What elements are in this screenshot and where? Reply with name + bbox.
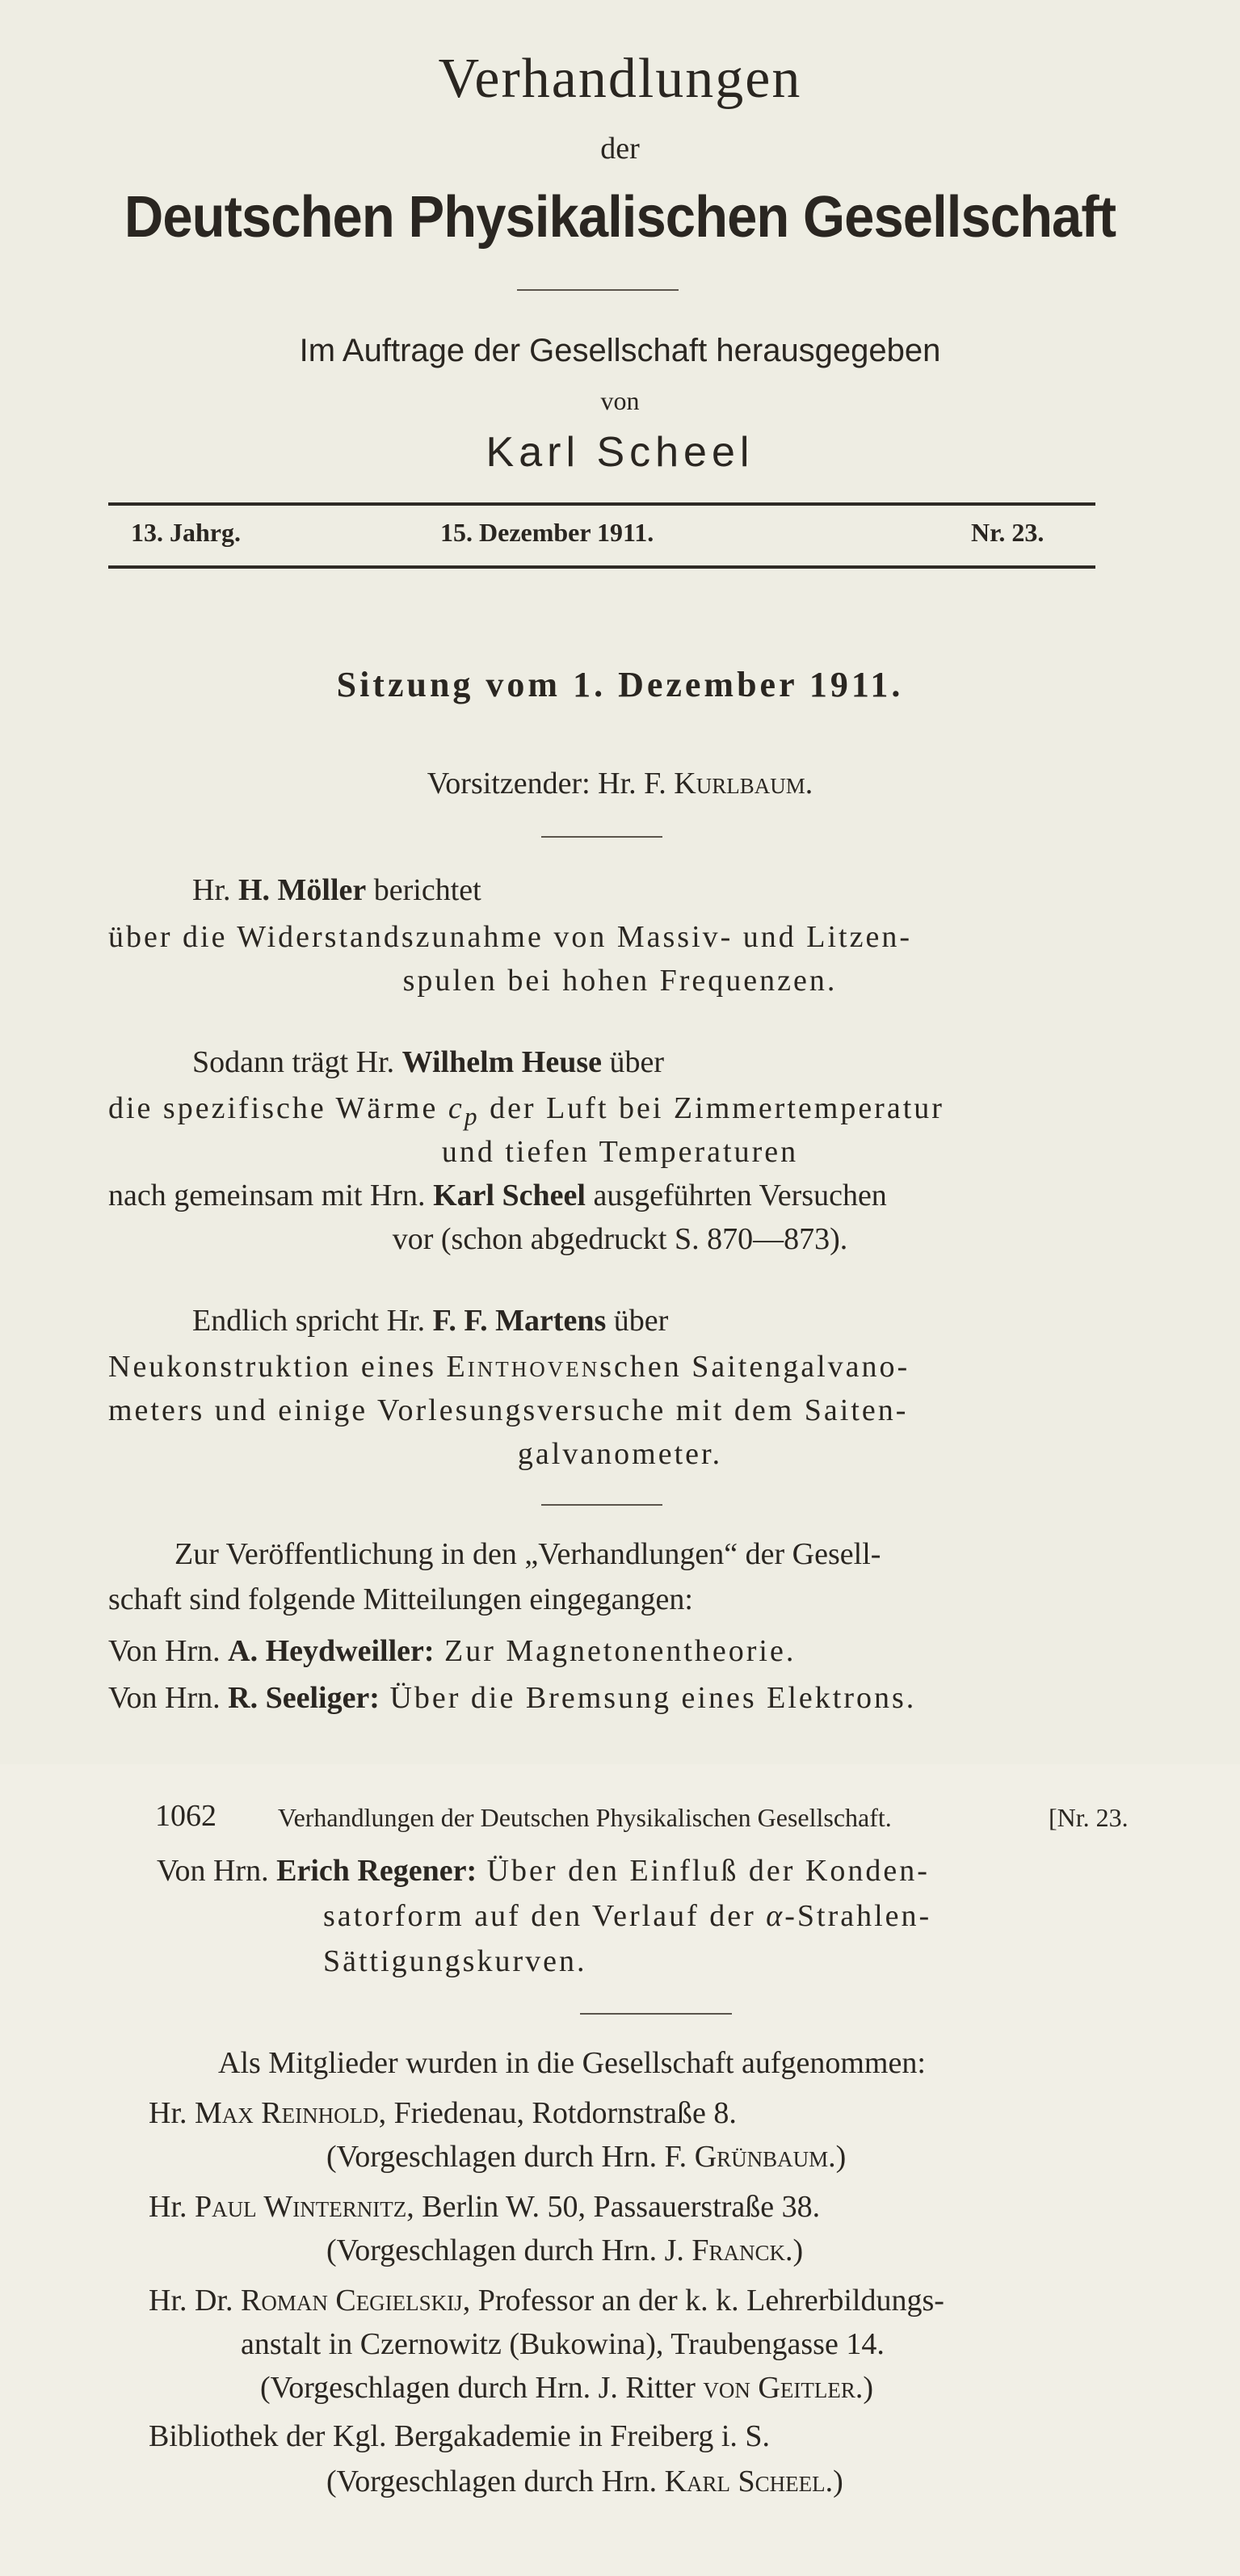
talk1-line2: spulen bei hohen Frequenzen. <box>402 964 838 998</box>
member-1: Hr. Max Reinhold, Friedenau, Rotdornstraße 8. <box>149 2096 737 2130</box>
von-label: von <box>600 386 640 415</box>
divider-2 <box>541 1504 662 1506</box>
journal-title-line2: der <box>600 132 640 166</box>
journal-title-line3: Deutschen Physikalischen Gesellschaft <box>124 185 1116 250</box>
title-divider <box>517 289 679 291</box>
talk3-intro: Endlich spricht Hr. F. F. Martens über <box>192 1304 669 1338</box>
talk1-line1: über die Widerstandszunahme von Massiv- und Litzen- <box>108 920 912 954</box>
editor-name: Karl Scheel <box>485 429 755 476</box>
header-rule-top <box>108 502 1095 506</box>
member-2: Hr. Paul Winternitz, Berlin W. 50, Passauerstraße 38. <box>149 2190 821 2224</box>
submission-item-3-line3: Sättigungskurven. <box>323 1944 587 1978</box>
talk3-line3: galvanometer. <box>517 1437 723 1471</box>
talk3-line1: Neukonstruktion eines Einthovenschen Saitengalvano- <box>108 1350 910 1384</box>
subtitle: Im Auftrage der Gesellschaft herausgegeben <box>299 333 941 368</box>
member-4-proposal: (Vorgeschlagen durch Hrn. Karl Scheel.) <box>326 2465 843 2498</box>
submission-item-2: Von Hrn. R. Seeliger: Über die Bremsung eines Elektrons. <box>108 1681 917 1715</box>
journal-second-page <box>0 1764 1240 2576</box>
talk2-intro: Sodann trägt Hr. Wilhelm Heuse über <box>192 1045 665 1079</box>
issue-date: 15. Dezember 1911. <box>440 518 654 547</box>
talk3-line2: meters und einige Vorlesungsversuche mit dem Saiten- <box>108 1393 909 1427</box>
volume-label: 13. Jahrg. <box>131 518 241 547</box>
submissions-intro-line2: schaft sind folgende Mitteilungen eingegangen: <box>108 1582 693 1616</box>
journal-title-line1: Verhandlungen <box>438 48 802 110</box>
submission-item-1: Von Hrn. A. Heydweiller: Zur Magnetonentheorie. <box>108 1634 797 1668</box>
running-head-number: [Nr. 23. <box>1049 1803 1129 1832</box>
divider-1 <box>541 836 662 838</box>
submissions-intro-line1: Zur Veröffentlichung in den „Verhandlungen“ der Gesell- <box>174 1537 881 1571</box>
member-4: Bibliothek der Kgl. Bergakademie in Freiberg i. S. <box>149 2419 771 2453</box>
submission-item-3-line1: Von Hrn. Erich Regener: Über den Einfluß der Konden- <box>157 1854 930 1888</box>
talk1-intro: Hr. H. Möller berichtet <box>192 873 481 907</box>
talk2-line4: vor (schon abgedruckt S. 870—873). <box>392 1222 848 1256</box>
issue-number: Nr. 23. <box>971 518 1045 547</box>
talk2-line1: die spezifische Wärme $c_p$ der Luft bei Zimmertemperatur <box>108 1091 944 1131</box>
members-intro: Als Mitglieder wurden in die Gesellschaft aufgenommen: <box>218 2046 926 2080</box>
member-3: Hr. Dr. Roman Cegielskij, Professor an der k. k. Lehrerbildungs- <box>149 2284 944 2318</box>
session-heading: Sitzung vom 1. Dezember 1911. <box>336 665 904 704</box>
divider-3 <box>580 2013 732 2015</box>
member-3-line2: anstalt in Czernowitz (Bukowina), Traubengasse 14. <box>241 2327 885 2361</box>
session-chair: Vorsitzender: Hr. F. Kurlbaum. <box>427 767 813 801</box>
member-2-proposal: (Vorgeschlagen durch Hrn. J. Franck.) <box>326 2234 804 2267</box>
page-number: 1062 <box>155 1799 216 1833</box>
running-head: Verhandlungen der Deutschen Physikalischen Gesellschaft. <box>278 1803 892 1832</box>
member-1-proposal: (Vorgeschlagen durch Hrn. F. Grünbaum.) <box>326 2140 847 2174</box>
submission-item-3-line2: satorform auf den Verlauf der α-Strahlen- <box>323 1899 932 1933</box>
talk2-line2: und tiefen Temperaturen <box>441 1135 799 1169</box>
header-rule-bottom <box>108 565 1095 569</box>
talk2-line3: nach gemeinsam mit Hrn. Karl Scheel ausgeführten Versuchen <box>108 1179 887 1212</box>
member-3-proposal: (Vorgeschlagen durch Hrn. J. Ritter von Geitler.) <box>260 2371 873 2405</box>
